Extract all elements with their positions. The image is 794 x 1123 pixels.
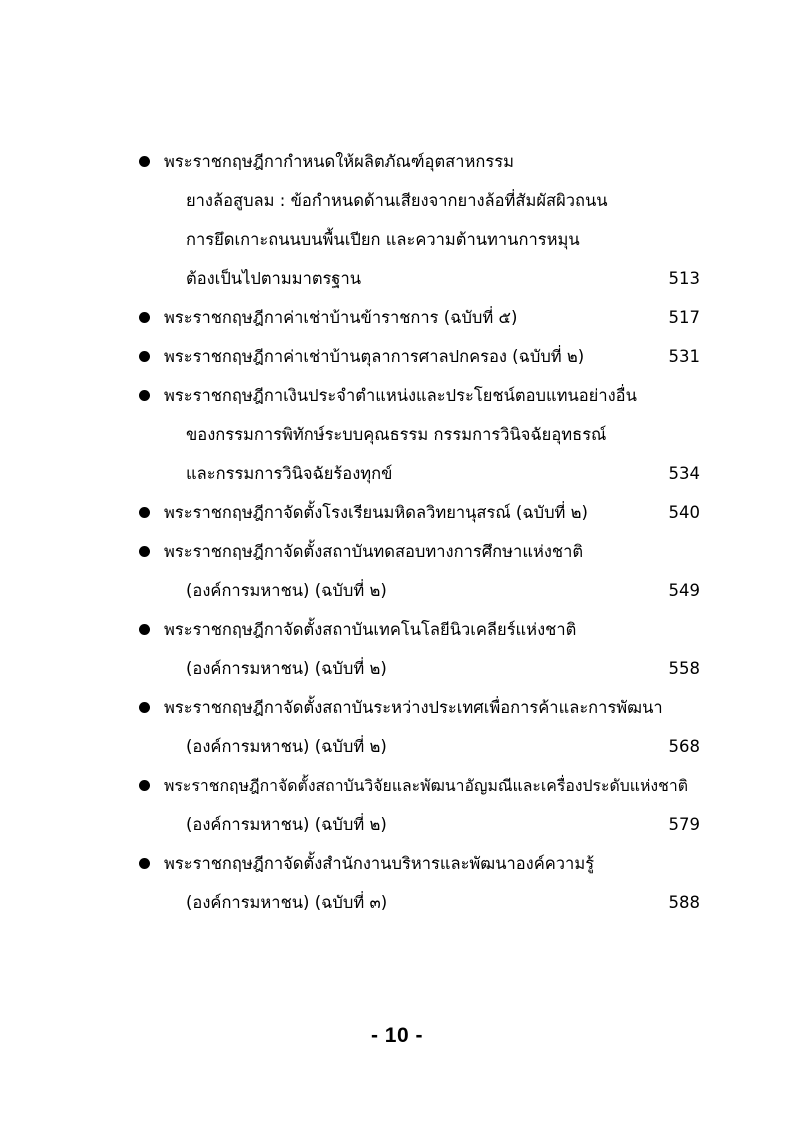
entry-title: พระราชกฤษฎีกาจัดตั้งโรงเรียนมหิดลวิทยานุสรณ์ (ฉบับที่ ๒) xyxy=(164,503,588,522)
entry-title: พระราชกฤษฎีกากำหนดให้ผลิตภัณฑ์อุตสาหกรรม xyxy=(164,152,514,171)
entry-title-continued: (องค์การมหาชน) (ฉบับที่ ๓) xyxy=(186,893,388,912)
entry-title: พระราชกฤษฎีกาจัดตั้งสถาบันวิจัยและพัฒนาอัญมณีและเครื่องประดับแห่งชาติ xyxy=(164,776,688,795)
bullet-icon xyxy=(139,858,150,869)
page-number: 517 xyxy=(668,308,700,327)
entry-title: พระราชกฤษฎีกาจัดตั้งสถาบันเทคโนโลยีนิวเคลียร์แห่งชาติ xyxy=(164,620,577,639)
entry-title: พระราชกฤษฎีกาค่าเช่าบ้านข้าราชการ (ฉบับที่ ๕) xyxy=(164,308,518,327)
entry-title-continued: และกรรมการวินิจฉัยร้องทุกข์ xyxy=(186,464,393,483)
page-number: 558 xyxy=(668,659,700,678)
entry-title-continued: ต้องเป็นไปตามมาตรฐาน xyxy=(186,269,362,288)
entry-title-continued: (องค์การมหาชน) (ฉบับที่ ๒) xyxy=(186,659,387,678)
entry-title: พระราชกฤษฎีกาเงินประจำตำแหน่งและประโยชน์ตอบแทนอย่างอื่น xyxy=(164,386,637,405)
page-number: 579 xyxy=(668,815,700,834)
entry-title: พระราชกฤษฎีกาจัดตั้งสถาบันระหว่างประเทศเพื่อการค้าและการพัฒนา xyxy=(164,698,663,717)
page-number: 531 xyxy=(668,347,700,366)
page-number: 588 xyxy=(668,893,700,912)
page-number: 534 xyxy=(668,464,700,483)
bullet-icon xyxy=(139,312,150,323)
bullet-icon xyxy=(139,390,150,401)
bullet-icon xyxy=(139,507,150,518)
bullet-icon xyxy=(139,702,150,713)
entry-title: พระราชกฤษฎีกาจัดตั้งสำนักงานบริหารและพัฒนาองค์ความรู้ xyxy=(164,854,595,873)
entry-title-continued: ยางล้อสูบลม : ข้อกำหนดด้านเสียงจากยางล้อที่สัมผัสผิวถนน xyxy=(186,191,608,210)
page-number: 513 xyxy=(668,269,700,288)
bullet-icon xyxy=(139,351,150,362)
entry-title-continued: (องค์การมหาชน) (ฉบับที่ ๒) xyxy=(186,737,387,756)
bullet-icon xyxy=(139,780,150,791)
entry-title-continued: (องค์การมหาชน) (ฉบับที่ ๒) xyxy=(186,581,387,600)
page-number: 540 xyxy=(668,503,700,522)
entry-title: พระราชกฤษฎีกาค่าเช่าบ้านตุลาการศาลปกครอง (ฉบับที่ ๒) xyxy=(164,347,585,366)
entry-title-continued: (องค์การมหาชน) (ฉบับที่ ๒) xyxy=(186,815,387,834)
footer-page-number: - 10 - xyxy=(370,1024,423,1047)
entry-title-continued: ของกรรมการพิทักษ์ระบบคุณธรรม กรรมการวินิจฉัยอุทธรณ์ xyxy=(186,425,607,444)
page-number: 568 xyxy=(668,737,700,756)
entry-title-continued: การยึดเกาะถนนบนพื้นเปียก และความต้านทานการหมุน xyxy=(186,230,580,249)
entry-title: พระราชกฤษฎีกาจัดตั้งสถาบันทดสอบทางการศึกษาแห่งชาติ xyxy=(164,542,584,561)
bullet-icon xyxy=(139,546,150,557)
page-number: 549 xyxy=(668,581,700,600)
bullet-icon xyxy=(139,624,150,635)
bullet-icon xyxy=(139,156,150,167)
